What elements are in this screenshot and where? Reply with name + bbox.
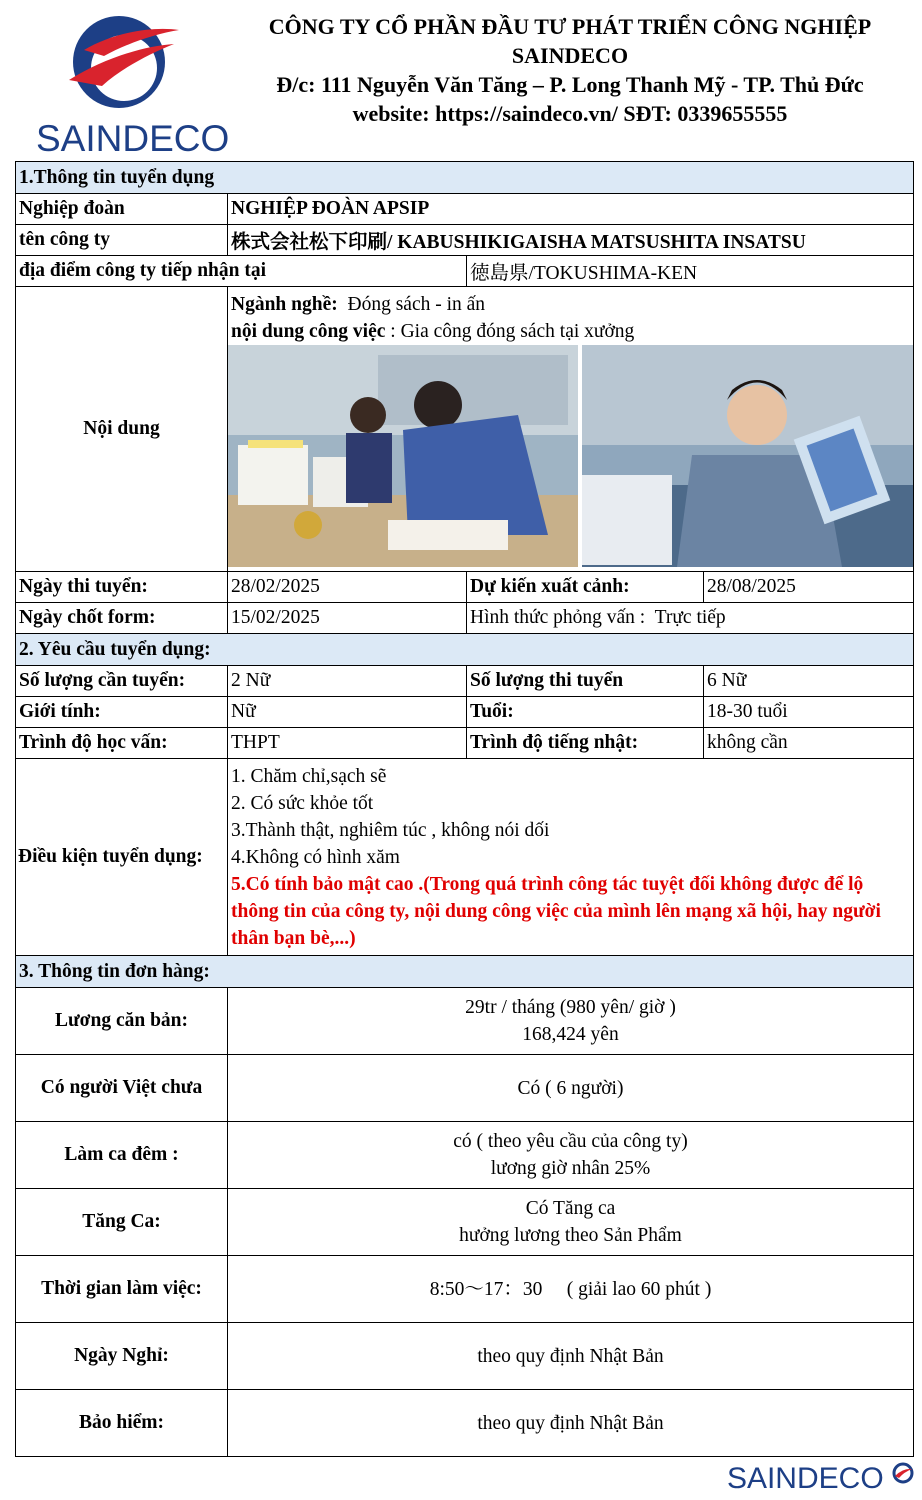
order-value-line1: 8:50～17：30 ( giải lao 60 phút ): [429, 1278, 712, 1300]
interview-value: Trực tiếp: [654, 607, 726, 628]
recruitment-table: [15, 161, 914, 1457]
need-label: Số lượng cần tuyển:: [16, 666, 228, 697]
content-row: [16, 287, 914, 572]
deadline-value: 15/02/2025: [228, 603, 467, 634]
company-name-line1: CÔNG TY CỔ PHẦN ĐẦU TƯ PHÁT TRIỂN CÔNG NGHIỆP: [268, 14, 872, 39]
order-row: [16, 1390, 914, 1457]
condition-confidentiality: 5.Có tính bảo mật cao .(Trong quá trình công tác tuyệt đối không được để lộ thông tin của công ty, nội dung công việc của mình lên mạng xã hội, hay người thân bạn bè,...): [231, 874, 881, 949]
conditions-row: [16, 759, 914, 956]
order-row: [16, 1122, 914, 1189]
education-value: THPT: [228, 728, 467, 759]
condition-item: 4.Không có hình xăm: [231, 847, 400, 868]
job-value: : Gia công đóng sách tại xưởng: [390, 321, 635, 342]
age-label: Tuổi:: [467, 697, 704, 728]
location-value: 徳島県/TOKUSHIMA-KEN: [467, 256, 914, 287]
order-label: Có người Việt chưa: [16, 1055, 228, 1122]
order-value: [228, 1055, 914, 1122]
union-label: Nghiệp đoàn: [16, 194, 228, 225]
order-value: [228, 988, 914, 1055]
gender-label: Giới tính:: [16, 697, 228, 728]
logo-text: SAINDECO: [36, 118, 230, 159]
section-2-header: [16, 634, 914, 666]
exam-count-value: 6 Nữ: [704, 666, 914, 697]
order-value: [228, 1323, 914, 1390]
conditions-label: Điều kiện tuyển dụng:: [16, 759, 228, 956]
condition-item: 1. Chăm chỉ,sạch sẽ: [231, 766, 387, 787]
order-value: [228, 1122, 914, 1189]
interview-cell: [467, 603, 914, 634]
quantity-row: [16, 666, 914, 697]
union-row: [16, 194, 914, 225]
order-row: [16, 1323, 914, 1390]
company-row: [16, 225, 914, 256]
order-value-line1: Có Tăng ca: [525, 1198, 616, 1219]
order-value: [228, 1390, 914, 1457]
order-label: Bảo hiểm:: [16, 1390, 228, 1457]
conditions-list: [228, 759, 914, 956]
order-value-line2: lương giờ nhân 25%: [490, 1158, 651, 1179]
exam-date-value: 28/02/2025: [228, 572, 467, 603]
company-address: Đ/c: 111 Nguyễn Văn Tăng – P. Long Thanh Mỹ - TP. Thủ Đức: [276, 72, 864, 97]
interview-label: Hình thức phỏng vấn :: [470, 607, 646, 628]
company-name-line2: SAINDECO: [511, 43, 629, 68]
order-value-line1: có ( theo yêu cầu của công ty): [453, 1131, 688, 1152]
need-value: 2 Nữ: [228, 666, 467, 697]
watermark-emblem-icon: [892, 1462, 914, 1484]
education-label: Trình độ học vấn:: [16, 728, 228, 759]
departure-label: Dự kiến xuất cảnh:: [467, 572, 704, 603]
order-value-line1: theo quy định Nhật Bản: [477, 1345, 664, 1367]
job-photos: [228, 345, 913, 567]
letterhead: [0, 0, 922, 160]
order-label: Làm ca đêm :: [16, 1122, 228, 1189]
order-value-line1: theo quy định Nhật Bản: [477, 1412, 664, 1434]
japanese-label: Trình độ tiếng nhật:: [467, 728, 704, 759]
location-label: địa điểm công ty tiếp nhận tại: [16, 256, 467, 287]
photo-woman-with-book: [582, 345, 914, 567]
order-label: Tăng Ca:: [16, 1189, 228, 1256]
order-label: Ngày Nghỉ:: [16, 1323, 228, 1390]
job-label: nội dung công việc: [231, 321, 386, 342]
condition-item: 2. Có sức khỏe tốt: [231, 793, 374, 814]
order-value: [228, 1189, 914, 1256]
section-1-title: 1.Thông tin tuyển dụng: [16, 162, 914, 194]
order-label: Thời gian làm việc:: [16, 1256, 228, 1323]
industry-line: [231, 291, 910, 318]
gender-value: Nữ: [228, 697, 467, 728]
section-1-header: [16, 162, 914, 194]
deadline-row: [16, 603, 914, 634]
condition-item: 3.Thành thật, nghiêm túc , không nói dối: [231, 820, 550, 841]
section-3-header: [16, 956, 914, 988]
order-label: Lương căn bản:: [16, 988, 228, 1055]
industry-label: Ngành nghề:: [231, 294, 338, 315]
company-logo: [14, 10, 230, 159]
company-label: tên công ty: [16, 225, 228, 256]
exam-count-label: Số lượng thi tuyển: [467, 666, 704, 697]
order-value-line1: Có ( 6 người): [517, 1077, 624, 1099]
job-line: [231, 318, 910, 345]
watermark-logo: [727, 1462, 914, 1496]
company-contact: website: https://saindeco.vn/ SĐT: 0339655555: [352, 101, 788, 126]
company-value: 株式会社松下印刷/ KABUSHIKIGAISHA MATSUSHITA INSATSU: [228, 225, 914, 256]
section-3-title: 3. Thông tin đơn hàng:: [16, 956, 914, 988]
order-value: [228, 1256, 914, 1323]
exam-date-label: Ngày thi tuyển:: [16, 572, 228, 603]
content-label: Nội dung: [16, 287, 228, 572]
order-row: [16, 1055, 914, 1122]
content-cell: [228, 287, 914, 572]
exam-date-row: [16, 572, 914, 603]
age-value: 18-30 tuổi: [704, 697, 914, 728]
order-row: [16, 1256, 914, 1323]
location-row: [16, 256, 914, 287]
photo-bookbinding-workers: [228, 345, 578, 567]
order-value-line2: hưởng lương theo Sản Phẩm: [459, 1225, 682, 1246]
departure-value: 28/08/2025: [704, 572, 914, 603]
section-2-title: 2. Yêu cầu tuyển dụng:: [16, 634, 914, 666]
order-value-line2: 168,424 yên: [522, 1024, 619, 1045]
company-header: [225, 12, 915, 128]
logo-emblem-icon: [14, 10, 224, 120]
order-row: [16, 1189, 914, 1256]
education-row: [16, 728, 914, 759]
gender-age-row: [16, 697, 914, 728]
union-value: NGHIỆP ĐOÀN APSIP: [228, 194, 914, 225]
japanese-value: không cần: [704, 728, 914, 759]
order-row: [16, 988, 914, 1055]
watermark-text: SAINDECO: [726, 1462, 884, 1495]
order-value-line1: 29tr / tháng (980 yên/ giờ ): [465, 997, 676, 1018]
deadline-label: Ngày chốt form:: [16, 603, 228, 634]
industry-value: Đóng sách - in ấn: [347, 294, 486, 315]
